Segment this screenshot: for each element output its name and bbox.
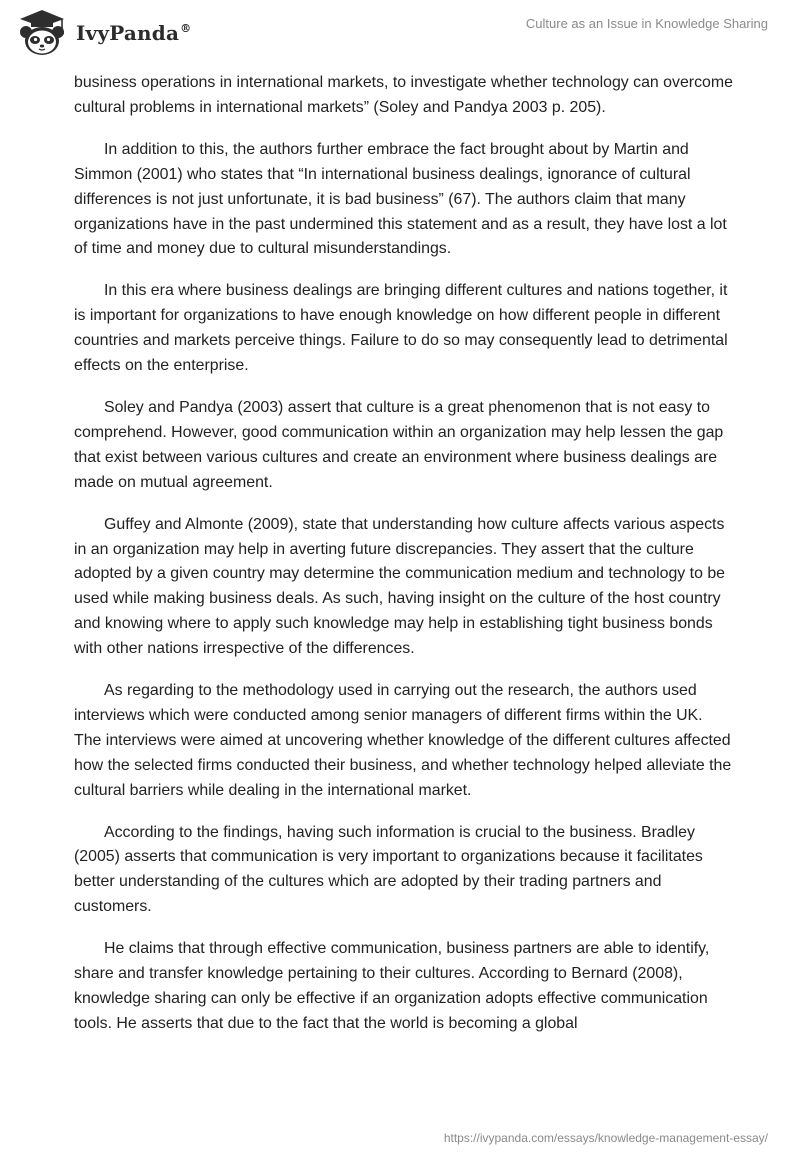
paragraph: As regarding to the methodology used in carrying out the research, the authors used interviews which were conducted among senior managers of different firms within the UK. The interviews were aimed at uncovering whether knowledge of the different cultures affected how the selected firms conducted their business, and whether technology helped alleviate the cultural barriers while dealing in the international market. <box>74 682 732 799</box>
page-header <box>0 0 800 64</box>
registered-mark: ® <box>180 22 192 36</box>
paragraph: In addition to this, the authors further embrace the fact brought about by Martin and Simmon (2001) who states that “In international business dealings, ignorance of cultural differences is not just unfortunate, it is bad business” (67). The authors claim that many organizations have in the past undermined this statement and as a result, they have lost a lot of time and money due to cultural misunderstandings. <box>74 140 727 258</box>
paragraph: business operations in international markets, to investigate whether technology can overcome cultural problems in international markets” (Soley and Pandya 2003 p. 205). <box>74 74 733 116</box>
paragraph: In this era where business dealings are bringing different cultures and nations together, it is important for organizations to have enough knowledge on how different people in different countries and markets perceive things. Failure to do so may consequently lead to detrimental effects on the enterprise. <box>74 282 728 375</box>
panda-graduate-icon <box>16 8 68 58</box>
paragraph: According to the findings, having such information is crucial to the business. Bradley (2005) asserts that communication is very important to organizations because it facilitates better understanding of the cultures which are adopted by their trading partners and customers. <box>74 823 703 916</box>
document-title: Culture as an Issue in Knowledge Sharing <box>525 16 768 31</box>
paragraph: Soley and Pandya (2003) assert that culture is a great phenomenon that is not easy to comprehend. However, good communication within an organization may help lessen the gap that exist between various cultures and create an environment where business dealings are made on mutual agreement. <box>74 398 724 491</box>
ivypanda-logo[interactable] <box>16 8 191 58</box>
brand-name: IvyPanda® <box>76 21 192 45</box>
paragraph: He claims that through effective communication, business partners are able to identify, share and transfer knowledge pertaining to their cultures. According to Bernard (2008), knowledge sharing can only be effective if an organization adopts effective communication tools. He asserts that due to the fact that the world is becoming a global <box>74 940 710 1032</box>
essay-body <box>74 71 734 1054</box>
paragraph: Guffey and Almonte (2009), state that understanding how culture affects various aspects in an organization may help in averting future discrepancies. They assert that the culture adopted by a given country may determine the communication medium and technology to be used while making business deals. As such, having insight on the culture of the host country and knowing where to apply such knowledge may help in establishing tight business bonds with other nations irrespective of the differences. <box>74 515 726 658</box>
source-url[interactable]: https://ivypanda.com/essays/knowledge-management-essay/ <box>443 1131 768 1145</box>
